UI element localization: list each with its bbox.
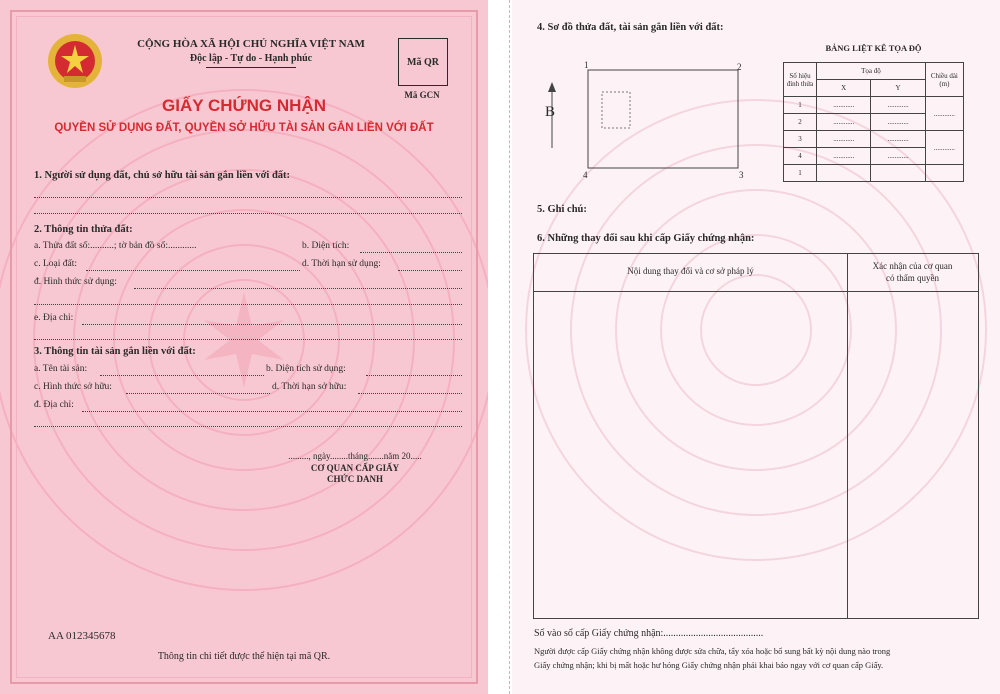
coordinate-table [783,62,964,182]
row-y: ............ [871,97,925,114]
ownership-form-label: c. Hình thức sở hữu: [34,382,112,392]
changes-column-rule [847,254,848,618]
owner-line-1 [34,197,462,198]
warning-note-line1: Người được cấp Giấy chứng nhận không được sửa chữa, tẩy xóa hoặc bổ sung bất kỳ nội dung nào trong [534,646,891,656]
asset-name-line [100,375,264,376]
certificate-title: GIẤY CHỨNG NHẬN [162,96,326,115]
row-x: ............ [817,148,871,165]
signer-title: CHỨC DANH [327,474,383,484]
row-point: 3 [784,131,817,148]
gcn-code-label: Mã GCN [404,90,440,100]
row-length: ............ [925,131,963,165]
row-point: 1 [784,165,817,182]
asset-area-line [366,375,462,376]
section-changes-heading: 6. Những thay đổi sau khi cấp Giấy chứng nhận: [537,233,755,244]
asset-address-line-2 [34,426,462,427]
changes-confirm-header-line2: có thẩm quyền [886,273,939,283]
row-y: ............ [871,114,925,131]
corner-label-3: 3 [739,170,744,180]
motto-underline [206,67,296,68]
row-length [925,165,963,182]
qr-code-box [398,38,448,86]
usage-form-line [134,288,462,289]
section-diagram-heading: 4. Sơ đồ thửa đất, tài sản gắn liền với đất: [537,22,724,33]
coord-table-title: BẢNG LIỆT KÊ TỌA ĐỘ [825,43,922,53]
certificate-front-page [0,0,488,694]
row-x: ............ [817,131,871,148]
usage-form-label: đ. Hình thức sử dụng: [34,277,117,287]
certificate-subtitle: QUYỀN SỬ DỤNG ĐẤT, QUYỀN SỞ HỮU TÀI SẢN GẮN LIỀN VỚI ĐẤT [54,122,434,134]
land-type-line [86,270,300,271]
ownership-term-line [358,393,462,394]
parcel-address-line-2 [34,339,462,340]
serial-number: AA 012345678 [48,630,116,642]
usage-term-label: d. Thời hạn sử dụng: [302,259,381,269]
parcel-area-line [360,252,462,253]
row-point: 4 [784,148,817,165]
asset-address-label: đ. Địa chỉ: [34,400,74,410]
warning-note-line2: Giấy chứng nhận; khi bị mất hoặc hư hỏng Giấy chứng nhận phải khai báo ngay với cơ quan cấp Giấy. [534,660,884,670]
ownership-form-line [126,393,270,394]
row-point: 1 [784,97,817,114]
national-motto: Độc lập - Tự do - Hạnh phúc [189,53,313,64]
issuing-authority: CƠ QUAN CẤP GIẤY [310,463,400,473]
section-parcel-heading: 2. Thông tin thửa đất: [34,224,133,235]
usage-term-line [398,270,462,271]
row-x: ............ [817,114,871,131]
parcel-area-label: b. Diện tích: [302,241,350,251]
corner-label-4: 4 [583,170,588,180]
north-arrow-label: B [545,104,556,120]
row-length: ............ [925,97,963,131]
parcel-address-line [82,324,462,325]
ownership-term-label: d. Thời hạn sở hữu: [272,382,347,392]
changes-table [533,253,979,619]
changes-header-rule [534,291,978,292]
issue-date: ........., ngày........tháng.......năm 20..... [288,451,422,461]
owner-line-2 [34,213,462,214]
row-y [871,165,925,182]
usage-form-line-2 [34,304,462,305]
row-y: ............ [871,131,925,148]
page-fold [509,0,510,694]
section-asset-heading: 3. Thông tin tài sản gắn liền với đất: [34,346,196,357]
row-x: ............ [817,97,871,114]
corner-label-2: 2 [737,62,742,72]
col-coords-header: Tọa độ [817,63,926,80]
row-y: ............ [871,148,925,165]
qr-label: Mã QR [407,56,439,68]
col-length-header: Chiều dài (m) [925,63,963,97]
land-type-label: c. Loại đất: [34,259,77,269]
section-notes-heading: 5. Ghi chú: [537,204,587,215]
asset-area-label: b. Diện tích sử dụng: [266,364,346,374]
parcel-diagram [540,58,750,182]
col-x-header: X [817,80,871,97]
col-y-header: Y [871,80,925,97]
row-x [817,165,871,182]
parcel-address-label: e. Địa chỉ: [34,313,74,323]
asset-name-label: a. Tên tài sản: [34,364,88,374]
register-number-line: Số vào sổ cấp Giấy chứng nhận:........................................ [534,628,764,639]
changes-confirm-header-line1: Xác nhận của cơ quan [872,261,953,271]
national-emblem-icon [46,32,104,90]
corner-label-1: 1 [584,60,589,70]
section-owner-heading: 1. Người sử dụng đất, chủ sở hữu tài sản gắn liền với đất: [34,170,291,181]
changes-content-header: Nội dung thay đổi và cơ sở pháp lý [627,266,754,276]
col-point-header: Số hiệu đỉnh thửa [784,63,817,97]
country-name: CỘNG HÒA XÃ HỘI CHỦ NGHĨA VIỆT NAM [137,38,365,50]
parcel-number-field: a. Thửa đất số:..........; tờ bản đồ số:............ [34,241,197,251]
qr-footer-note: Thông tin chi tiết được thể hiện tại mã QR. [157,651,331,662]
row-point: 2 [784,114,817,131]
asset-address-line [82,411,462,412]
